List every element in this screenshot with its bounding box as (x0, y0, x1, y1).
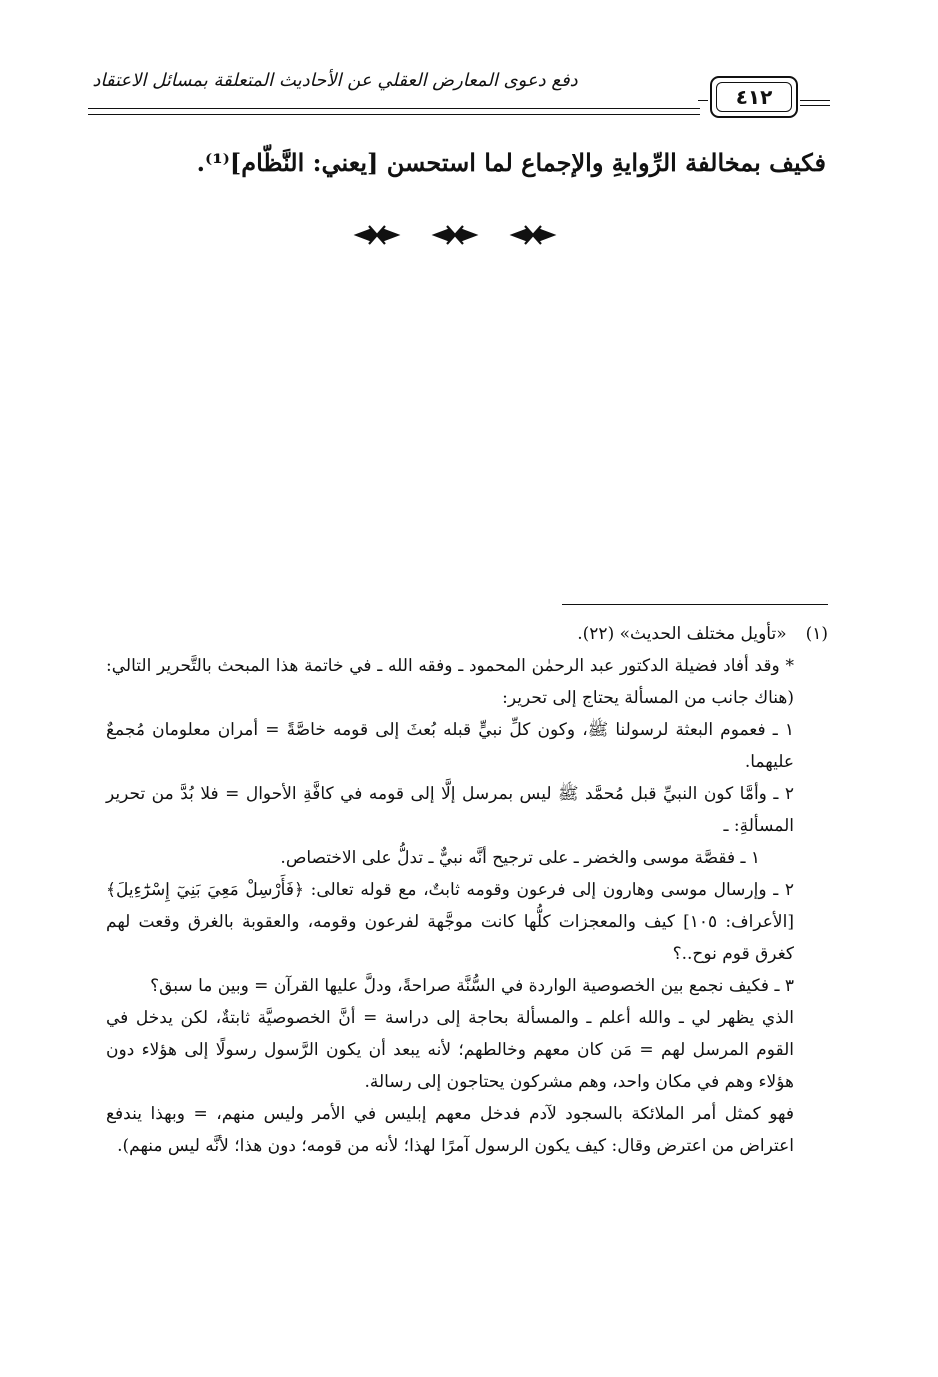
footnote-point-1: ١ ـ فعموم البعثة لرسولنا ﷺ، وكون كلِّ نبيٍّ قبله بُعثَ إلى قومه خاصَّةً = أمران معلومان مُجمعٌ عليهما. (106, 720, 794, 772)
header-rule-double (88, 114, 700, 115)
footnote-paragraph-2: فهو كمثل أمر الملائكة بالسجود لآدم فدخل معهم إبليس في الأمر وليس منهم، = وبهذا يندفع اعتراض من اعترض وقال: كيف يكون الرسول آمرًا لهذا؛ لأنه من قومه؛ دون هذا؛ لأنَّه ليس منهم). (106, 1104, 794, 1156)
page-number: ٤١٢ (716, 82, 792, 112)
section-ornament-icon (345, 222, 565, 248)
footnote-intro: * وقد أفاد فضيلة الدكتور عبد الرحمٰن المحمود ـ وفقه الله ـ في خاتمة هذا المبحث بالتَّحرير التالي: (هناك جانب من المسألة يحتاج إلى تحرير: (106, 656, 794, 708)
footnote-subpoint-2: ٢ ـ وإرسال موسى وهارون إلى فرعون وقومه ثابتٌ، مع قوله تعالى: ﴿فَأَرْسِلْ مَعِيَ بَنِيٓ إِسْرَٰٓءِيلَ﴾ [الأعراف: ١٠٥] كيف والمعجزات كلُّها كانت موجَّهة لفرعون وقومه، والعقوبة بالغرق وقعت لهم كغرق قوم نوح..؟ (106, 880, 794, 964)
fleuron-icon (355, 226, 399, 244)
header-dash (800, 105, 830, 106)
running-title: دفع دعوى المعارض العقلي عن الأحاديث المتعلقة بمسائل الاعتقاد (92, 70, 578, 91)
footnote-subpoint-1: ١ ـ فقصَّة موسى والخضر ـ على ترجيح أنَّه نبيٌّ ـ تدلُّ على الاختصاص. (280, 848, 760, 868)
header-dash (800, 100, 830, 101)
main-text-line: فكيف بمخالفة الرِّوايةِ والإجماع لما استحسن [يعني: النَّظّام]⁽¹⁾. (196, 148, 826, 177)
footnote-1 (106, 618, 828, 650)
footnote-paragraph-1: الذي يظهر لي ـ والله أعلم ـ والمسألة بحاجة إلى دراسة = أنَّ الخصوصيَّة ثابتةٌ، لكن يدخل في القوم المرسل لهم = مَن كان معهم وخالطهم؛ لأنه يبعد أن يكون الرَّسول رسولًا إلى هؤلاء دون هؤلاء وهم في مكان واحد، وهم مشركون يحتاجون إلى رسالة. (106, 1008, 794, 1092)
footnote-subpoint-3: ٣ ـ فكيف نجمع بين الخصوصية الواردة في السُّنَّة صراحةً، ودلَّ عليها القرآن = وبين ما سبق؟ (150, 976, 794, 996)
header-rule (88, 108, 700, 109)
footnote-point-2: ٢ ـ وأمَّا كون النبيِّ قبل مُحمَّد ﷺ ليس بمرسل إلَّا إلى قومه في كافَّةِ الأحوال = فلا بُدَّ من تحرير المسألةِ: ـ (106, 784, 794, 836)
page-header (88, 60, 830, 126)
footnote-citation: «تأويل مختلف الحديث» (٢٢). (577, 624, 787, 644)
header-dash (698, 100, 708, 101)
fleuron-icon (511, 226, 555, 244)
footnote-number: (١) (805, 624, 828, 644)
fleuron-icon (433, 226, 477, 244)
footnotes-section (106, 618, 828, 1162)
page-number-frame (710, 76, 798, 118)
footnote-separator (562, 604, 828, 605)
